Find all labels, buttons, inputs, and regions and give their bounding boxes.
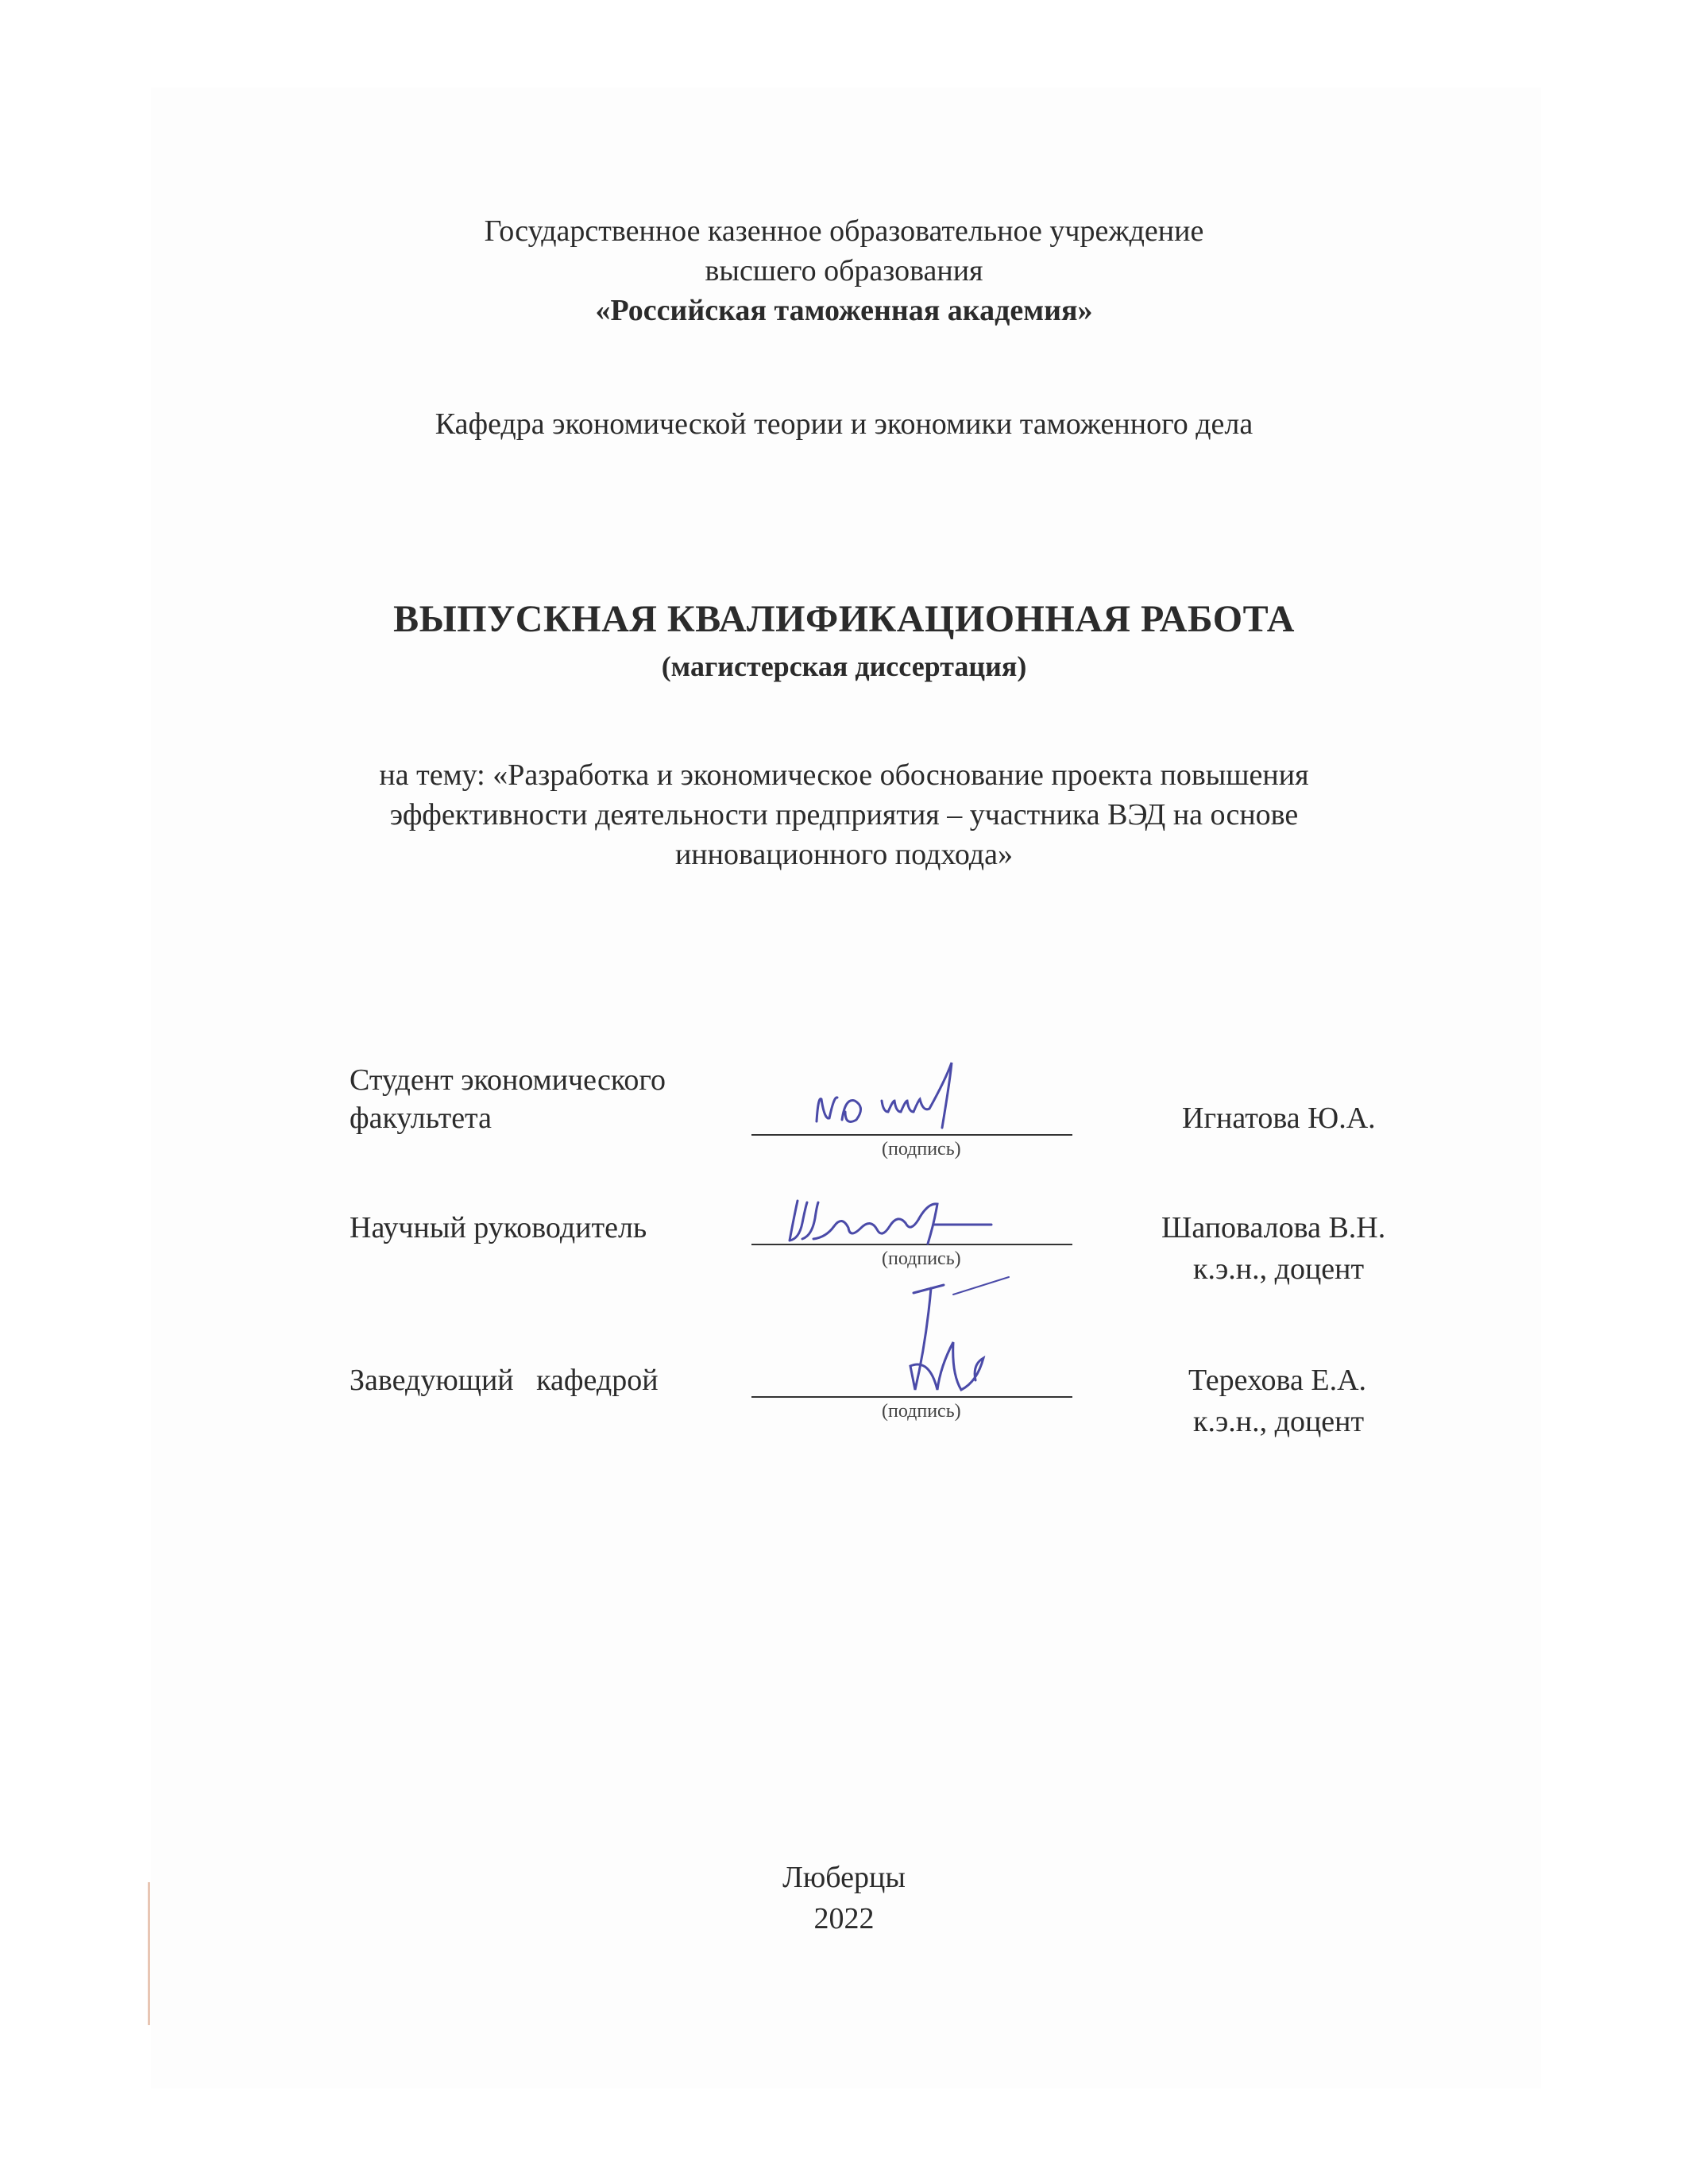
student-role-line-2: факультета [350,1102,492,1135]
head-degree: к.э.н., доцент [1193,1405,1365,1438]
topic-line-1: на тему: «Разработка и экономическое обоснование проекта повышения [379,758,1309,792]
head-role: Заведующий кафедрой [350,1364,659,1397]
city: Люберцы [782,1861,906,1894]
department-name: Кафедра экономической теории и экономики таможенного дела [435,407,1253,441]
head-signature-caption: (подпись) [882,1401,961,1422]
institution-name-text: «Российская таможенная академия» [595,294,1093,327]
institution-type: Государственное казенное образовательное учреждение [484,214,1204,248]
year: 2022 [813,1902,875,1935]
document-subtitle: (магистерская диссертация) [661,650,1027,682]
institution-name [0,292,1688,329]
head-name: Терехова Е.А. [1188,1364,1367,1397]
student-role-line-1: Студент экономического [350,1063,666,1097]
topic-line-2: эффективности деятельности предприятия – участника ВЭД на основе [389,798,1299,832]
head-handwritten-signature [858,1271,1033,1406]
institution-level: высшего образования [705,254,983,287]
student-handwritten-signature [810,1048,1001,1136]
document-title: ВЫПУСКНАЯ КВАЛИФИКАЦИОННАЯ РАБОТА [393,598,1295,640]
student-signature-caption: (подпись) [882,1139,961,1160]
student-name: Игнатова Ю.А. [1182,1102,1376,1135]
advisor-degree: к.э.н., доцент [1193,1252,1365,1286]
advisor-name: Шаповалова В.Н. [1161,1211,1386,1244]
advisor-signature-caption: (подпись) [882,1248,961,1269]
advisor-handwritten-signature [778,1191,1017,1255]
advisor-role: Научный руководитель [350,1211,647,1244]
topic-line-3: инновационного подхода» [674,838,1014,871]
